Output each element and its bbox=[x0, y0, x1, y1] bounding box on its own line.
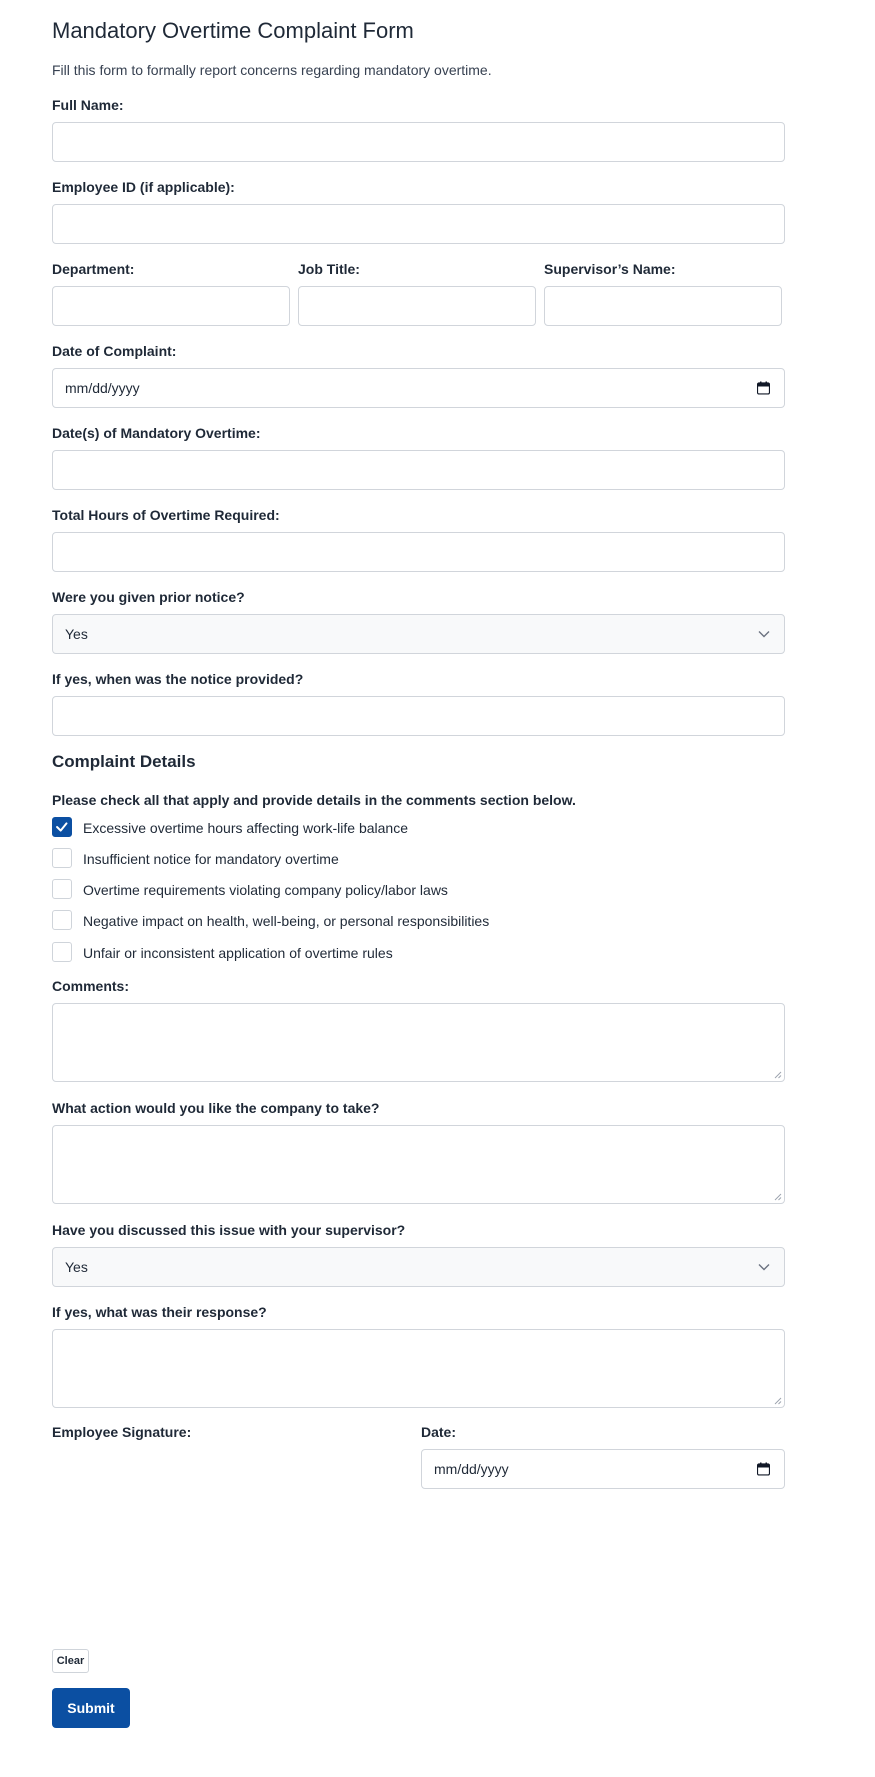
action-textarea[interactable] bbox=[52, 1125, 785, 1204]
form-title: Mandatory Overtime Complaint Form bbox=[52, 18, 414, 43]
resize-handle-icon[interactable] bbox=[774, 1397, 782, 1405]
checkbox-label-excessive-hours: Excessive overtime hours affecting work-life balance bbox=[83, 820, 409, 836]
checkbox-policy-violation[interactable] bbox=[52, 879, 72, 899]
date-of-complaint-label: Date of Complaint: bbox=[52, 343, 177, 359]
response-textarea[interactable] bbox=[52, 1329, 785, 1408]
signature-date-input[interactable] bbox=[421, 1449, 785, 1489]
checkbox-excessive-hours[interactable] bbox=[52, 817, 72, 837]
signature-date-placeholder: mm/dd/yyyy bbox=[434, 1461, 509, 1477]
employee-id-input[interactable] bbox=[52, 204, 785, 244]
comments-textarea[interactable] bbox=[52, 1003, 785, 1082]
checkbox-label-unfair-application: Unfair or inconsistent application of overtime rules bbox=[83, 945, 393, 961]
department-label: Department: bbox=[52, 261, 135, 277]
complaint-instructions: Please check all that apply and provide details in the comments section below. bbox=[52, 792, 576, 808]
total-hours-label: Total Hours of Overtime Required: bbox=[52, 507, 280, 523]
checkmark-icon bbox=[53, 818, 71, 836]
department-input[interactable] bbox=[52, 286, 290, 326]
job-title-input[interactable] bbox=[298, 286, 536, 326]
job-title-label: Job Title: bbox=[298, 261, 360, 277]
submit-button[interactable]: Submit bbox=[52, 1688, 130, 1728]
action-label: What action would you like the company to take? bbox=[52, 1100, 380, 1116]
checkbox-label-insufficient-notice: Insufficient notice for mandatory overtime bbox=[83, 851, 339, 867]
clear-button[interactable]: Clear bbox=[52, 1649, 89, 1673]
checkbox-unfair-application[interactable] bbox=[52, 942, 72, 962]
complaint-details-heading: Complaint Details bbox=[52, 752, 196, 771]
discussed-value: Yes bbox=[65, 1259, 88, 1275]
supervisor-name-label: Supervisor’s Name: bbox=[544, 261, 676, 277]
checkbox-label-health-impact: Negative impact on health, well-being, or personal responsibilities bbox=[83, 913, 490, 929]
signature-date-label: Date: bbox=[421, 1424, 457, 1440]
response-label: If yes, what was their response? bbox=[52, 1304, 267, 1320]
total-hours-input[interactable] bbox=[52, 532, 785, 572]
chevron-down-icon bbox=[758, 630, 770, 638]
overtime-dates-input[interactable] bbox=[52, 450, 785, 490]
checkbox-label-policy-violation: Overtime requirements violating company policy/labor laws bbox=[83, 882, 448, 898]
form-subtitle: Fill this form to formally report concerns regarding mandatory overtime. bbox=[52, 62, 492, 78]
checkbox-health-impact[interactable] bbox=[52, 910, 72, 930]
chevron-down-icon bbox=[758, 1263, 770, 1271]
calendar-icon[interactable] bbox=[757, 1463, 770, 1476]
full-name-input[interactable] bbox=[52, 122, 785, 162]
full-name-label: Full Name: bbox=[52, 97, 124, 113]
employee-id-label: Employee ID (if applicable): bbox=[52, 179, 235, 195]
supervisor-name-input[interactable] bbox=[544, 286, 782, 326]
calendar-icon[interactable] bbox=[757, 382, 770, 395]
date-of-complaint-placeholder: mm/dd/yyyy bbox=[65, 380, 140, 396]
discussed-select[interactable] bbox=[52, 1247, 785, 1287]
date-of-complaint-input[interactable] bbox=[52, 368, 785, 408]
prior-notice-select[interactable] bbox=[52, 614, 785, 654]
signature-label: Employee Signature: bbox=[52, 1424, 192, 1440]
resize-handle-icon[interactable] bbox=[774, 1193, 782, 1201]
signature-pad[interactable] bbox=[52, 1500, 785, 1630]
resize-handle-icon[interactable] bbox=[774, 1071, 782, 1079]
notice-when-input[interactable] bbox=[52, 696, 785, 736]
prior-notice-label: Were you given prior notice? bbox=[52, 589, 245, 605]
notice-when-label: If yes, when was the notice provided? bbox=[52, 671, 304, 687]
prior-notice-value: Yes bbox=[65, 626, 88, 642]
discussed-label: Have you discussed this issue with your supervisor? bbox=[52, 1222, 406, 1238]
overtime-dates-label: Date(s) of Mandatory Overtime: bbox=[52, 425, 261, 441]
checkbox-insufficient-notice[interactable] bbox=[52, 848, 72, 868]
comments-label: Comments: bbox=[52, 978, 130, 994]
